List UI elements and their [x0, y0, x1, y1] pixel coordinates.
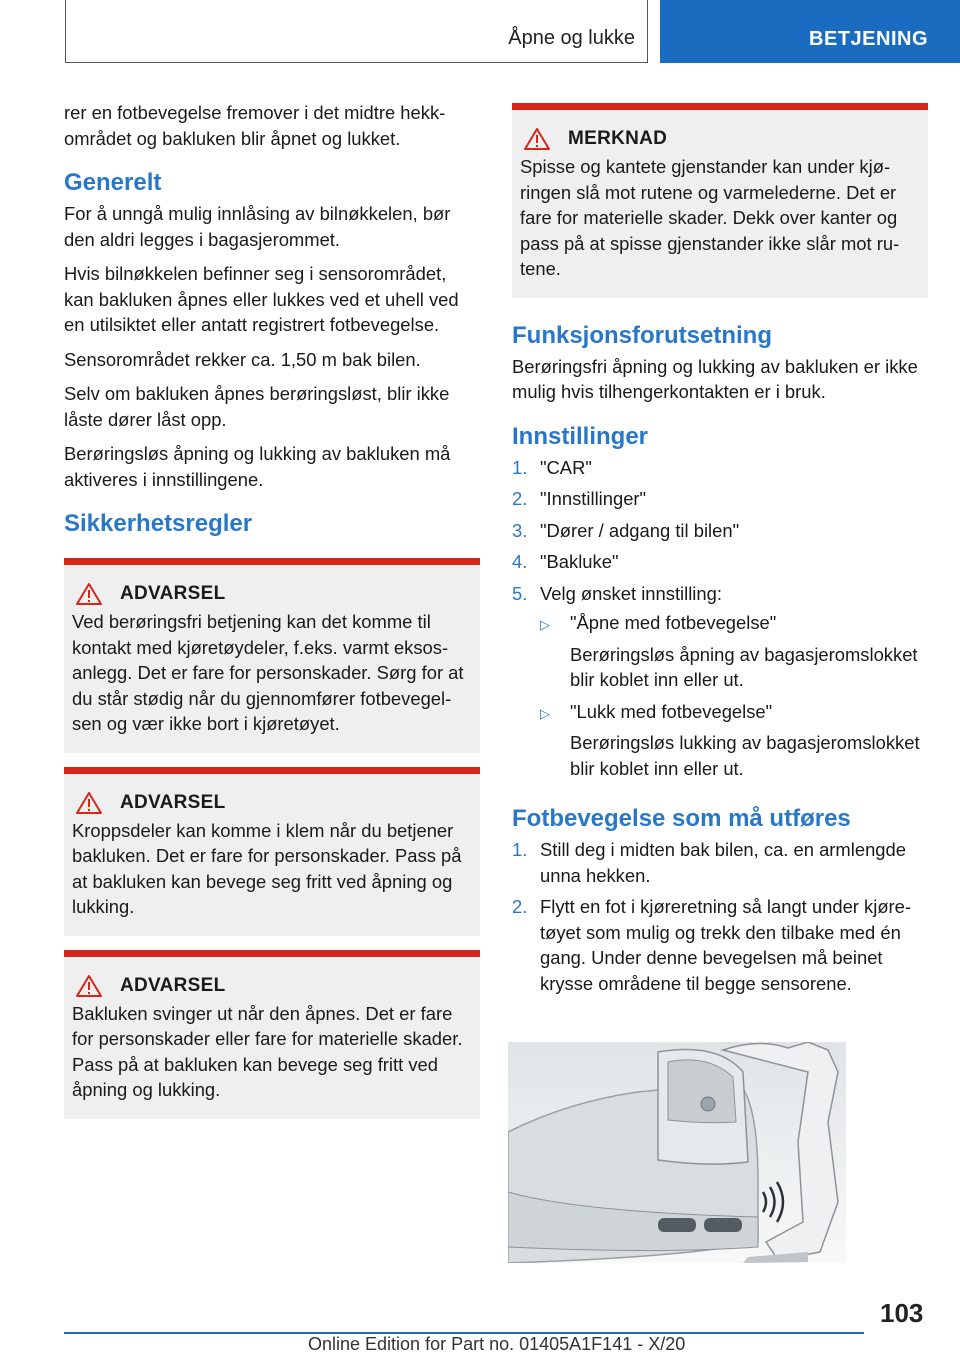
warning-text: Bakluken svinger ut når den åpnes. Det er fare for personskader eller fare for materielle skader. Pass på at bakluken kan bevege seg fritt ved åpning og lukking.: [72, 1002, 463, 1100]
note-text: Spisse og kantete gjenstander kan under kjøringen slå mot rutene og varmelederne. Det er fare for materielle skader. Dekk over kanter og pass på at spisse gjenstander ikke slår mot rutene.: [520, 156, 900, 279]
generelt-paragraph: Hvis bilnøkkelen befinner seg i sensorområdet, kan bakluken åpnes eller lukkes ved et uhell ved en utilsiktet eller antatt registrert fotbevegelse.: [64, 263, 459, 335]
warning-box: [64, 767, 480, 936]
generelt-paragraph: Berøringsløs åpning og lukking av bakluken må aktiveres i innstillingene.: [64, 443, 451, 490]
option-item: [540, 699, 928, 782]
warning-title: ADVARSEL: [120, 583, 226, 604]
generelt-paragraph: Selv om bakluken åpnes berøringsløst, blir ikke låste dører låst opp.: [64, 383, 450, 430]
step-text: Velg ønsket innstilling:: [540, 582, 722, 604]
warning-triangle-icon: [76, 792, 102, 814]
header-chapter-box: [660, 0, 960, 63]
step-number: 1.: [512, 456, 528, 478]
list-item: [512, 581, 928, 788]
header-section-title: Åpne og lukke: [508, 27, 635, 49]
note-title: MERKNAD: [568, 128, 668, 149]
warning-triangle-icon: [524, 128, 550, 150]
footer-edition: Online Edition for Part no. 01405A1F141 - X/20: [308, 1334, 686, 1354]
option-label: "Lukk med fotbevegelse": [570, 700, 773, 722]
list-item: [512, 837, 928, 888]
page-number: 103: [880, 1298, 924, 1328]
step-text: "Dører / adgang til bilen": [540, 519, 740, 541]
warning-header: [72, 583, 472, 605]
step-body: [540, 581, 928, 788]
option-item: [540, 610, 928, 693]
options-list: [540, 610, 928, 781]
warning-triangle-icon: [76, 975, 102, 997]
warning-triangle-icon: [76, 583, 102, 605]
list-item: [512, 894, 928, 996]
note-header: [520, 128, 920, 150]
note-box: [512, 103, 928, 298]
triangle-bullet-icon: ▷: [540, 617, 550, 632]
heading-innstillinger: Innstillinger: [512, 422, 649, 450]
step-number: 2.: [512, 896, 528, 917]
header-section-box: [65, 0, 648, 63]
warning-box: [64, 558, 480, 753]
step-number: 4.: [512, 551, 528, 572]
option-desc: Berøringsløs lukking av bagasjeromslokket blir koblet inn eller ut.: [570, 732, 920, 779]
intro-paragraph: rer en fotbevegelse fremover i det midtre hekkområdet og bakluken blir åpnet og lukket.: [64, 102, 446, 149]
generelt-paragraph: Sensorområdet rekker ca. 1,50 m bak bilen.: [64, 348, 421, 370]
option-label: "Åpne med fotbevegelse": [570, 612, 777, 633]
option-body: [570, 699, 928, 782]
warning-box: [64, 950, 480, 1119]
generelt-paragraph: For å unngå mulig innlåsing av bilnøkkelen, bør den aldri legges i bagasjerommet.: [64, 203, 451, 250]
step-text: "Bakluke": [540, 551, 619, 572]
step-number: 5.: [512, 582, 528, 604]
warning-header: [72, 792, 472, 814]
illustration-foot-gesture: [508, 1042, 846, 1263]
settings-steps: [512, 455, 928, 788]
step-text: "CAR": [540, 456, 592, 478]
list-item: [512, 455, 928, 481]
triangle-bullet-icon: ▷: [540, 705, 550, 721]
warning-title: ADVARSEL: [120, 974, 226, 996]
step-text: Flytt en fot i kjøreretning så langt under kjøretøyet som mulig og trekk den tilbake med én gang. Under denne bevegelsen må beinet krysse områdene til begge sensorene.: [540, 896, 912, 994]
heading-fotbevegelse: Fotbevegelse som må utføres: [512, 805, 851, 832]
warning-title: ADVARSEL: [120, 791, 226, 813]
right-column: [512, 103, 928, 1002]
step-number: 1.: [512, 839, 528, 860]
step-number: 3.: [512, 519, 528, 541]
heading-sikkerhetsregler: Sikkerhetsregler: [64, 510, 253, 537]
step-text: "Innstillinger": [540, 488, 647, 509]
step-number: 2.: [512, 488, 528, 509]
car-rear-illustration-icon: [508, 1042, 846, 1263]
step-text: Still deg i midten bak bilen, ca. en armlengde unna hekken.: [540, 839, 906, 886]
warning-text: Ved berøringsfri betjening kan det komme til kontakt med kjøretøydeler, f.eks. varmt eksosanlegg. Det er fare for personskader. Sørg for at du står stødig når du gjennomfører fotbevegelsen og vær ikke bort i kjøretøyet.: [72, 611, 464, 734]
option-body: [570, 610, 928, 693]
heading-generelt: Generelt: [64, 169, 162, 196]
header-chapter-title: BETJENING: [809, 28, 928, 50]
option-desc: Berøringsløs åpning av bagasjeromslokket blir koblet inn eller ut.: [570, 643, 918, 690]
funksjon-paragraph: Berøringsfri åpning og lukking av bakluken er ikke mulig hvis tilhengerkontakten er i bruk.: [512, 355, 918, 402]
list-item: [512, 486, 928, 512]
list-item: [512, 549, 928, 575]
heading-funksjonsforutsetning: Funksjonsforutsetning: [512, 321, 772, 349]
foot-steps: [512, 837, 928, 996]
warning-header: [72, 975, 472, 997]
warning-text: Kroppsdeler kan komme i klem når du betjener bakluken. Det er fare for personskader. Pass på at bakluken kan bevege seg fritt ved åpning og lukking.: [72, 819, 462, 917]
list-item: [512, 518, 928, 544]
left-column: [64, 100, 480, 1133]
